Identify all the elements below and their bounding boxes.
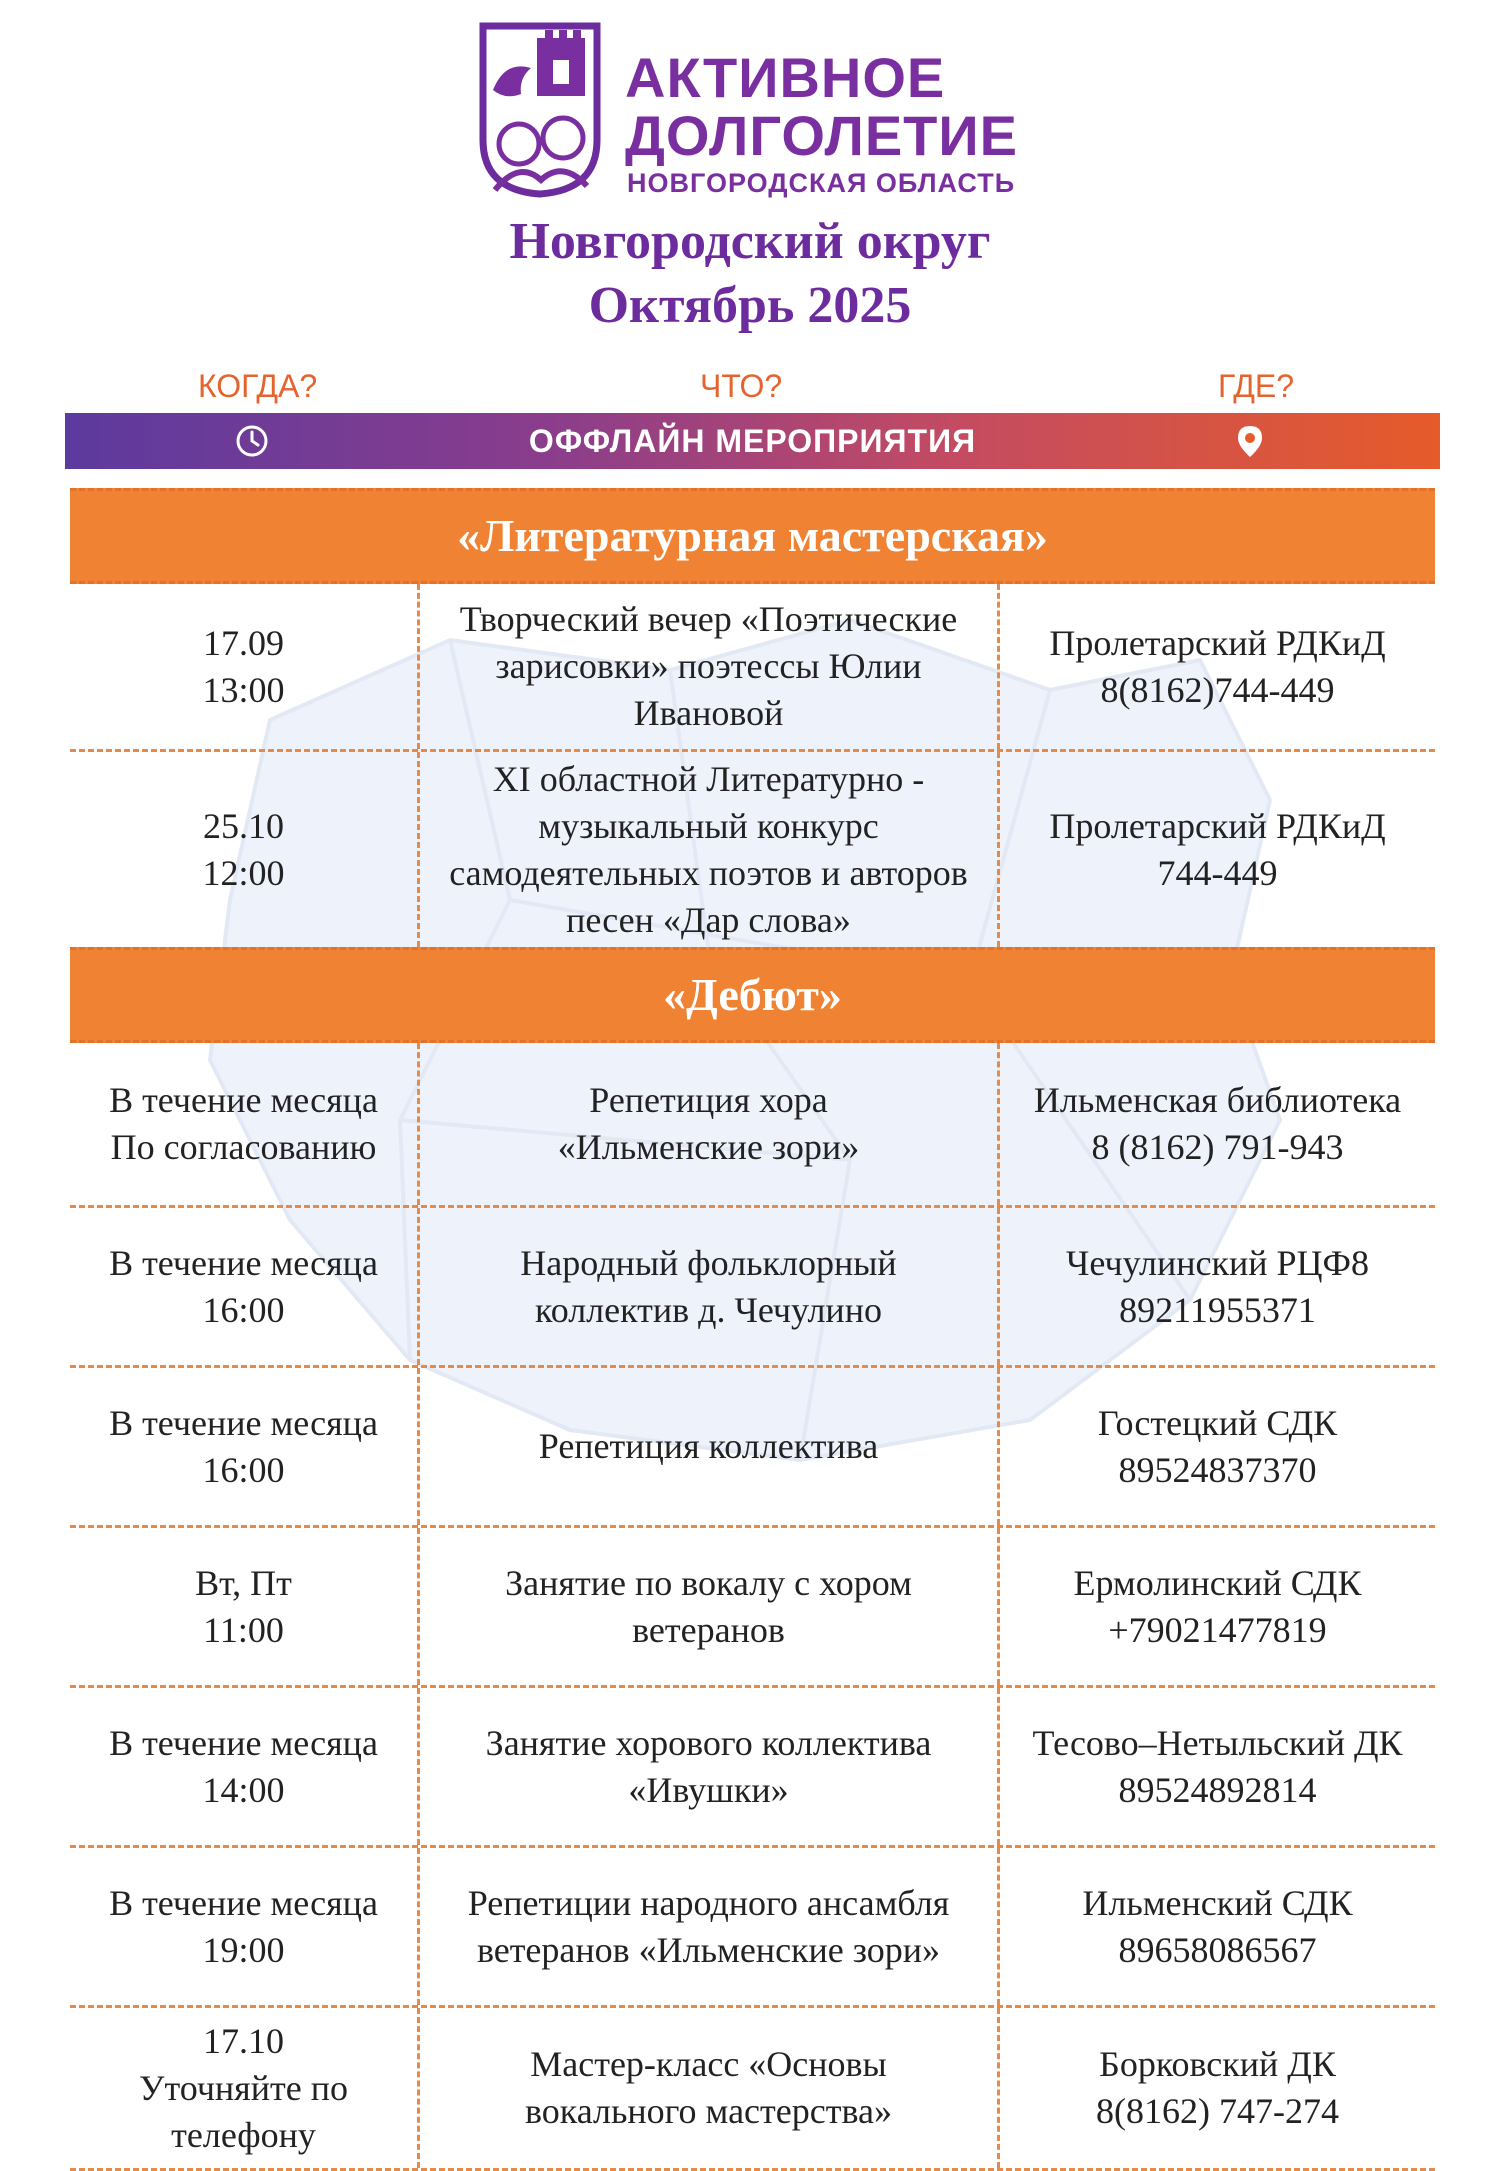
cell-what: Народный фольклорный коллектив д. Чечулино [420, 1208, 1000, 1365]
cell-where: Тесово–Нетыльский ДК 89524892814 [1032, 1722, 1403, 1810]
cell-when: В течение месяца По согласованию [70, 1043, 420, 1205]
offline-events-band [65, 413, 1440, 469]
cell-where: Ермолинский СДК +79021477819 [1073, 1562, 1362, 1650]
page-title-district: Новгородский округ [509, 213, 991, 270]
cell-when: 25.10 12:00 [70, 752, 420, 947]
cell-where: Чечулинский РЦФ8 89211955371 [1066, 1242, 1369, 1330]
cell-where: Ильменский СДК 89658086567 [1082, 1882, 1353, 1970]
cell-when: 17.10 Уточняйте по телефону [70, 2008, 420, 2168]
cell-where: Ильменская библиотека 8 (8162) 791-943 [1033, 1080, 1402, 1167]
table-row [70, 1528, 1435, 1688]
table-row [70, 584, 1435, 752]
table-row [70, 752, 1435, 947]
table-row [70, 1043, 1435, 1208]
column-header-what: ЧТО? [700, 368, 783, 404]
cell-when: Вт, Пт 11:00 [70, 1528, 420, 1685]
cell-where: Пролетарский РДКиД 744-449 [1049, 805, 1386, 893]
table-row [70, 1368, 1435, 1528]
logo-title-line2: ДОЛГОЛЕТИЕ [625, 104, 1018, 167]
cell-when: 17.09 13:00 [70, 584, 420, 749]
cell-what: Занятие хорового коллектива «Ивушки» [420, 1688, 1000, 1845]
column-header-when: КОГДА? [198, 368, 318, 404]
logo-subtitle: НОВГОРОДСКАЯ ОБЛАСТЬ [627, 168, 1016, 198]
cell-where: Борковский ДК 8(8162) 747-274 [1096, 2044, 1339, 2131]
cell-when: В течение месяца 16:00 [70, 1208, 420, 1365]
table-row [70, 2008, 1435, 2171]
cell-where: Гостецкий СДК 89524837370 [1097, 1402, 1338, 1490]
cell-when: В течение месяца 14:00 [70, 1688, 420, 1845]
cell-when: В течение месяца 19:00 [70, 1848, 420, 2005]
active-longevity-emblem-icon [475, 20, 605, 198]
cell-when: В течение месяца 16:00 [70, 1368, 420, 1525]
table-row [70, 1848, 1435, 2008]
section-header: «Литературная мастерская» [70, 488, 1435, 584]
page-title-month: Октябрь 2025 [588, 277, 912, 334]
logo [475, 20, 1035, 200]
cell-what: XI областной Литературно - музыкальный конкурс самодеятельных поэтов и авторов песен «Дар слова» [420, 752, 1000, 947]
location-pin-icon [1233, 424, 1267, 458]
cell-what: Творческий вечер «Поэтические зарисовки» поэтессы Юлии Ивановой [420, 584, 1000, 749]
column-header-where: ГДЕ? [1218, 368, 1294, 404]
logo-title-line1: АКТИВНОЕ [625, 46, 946, 109]
cell-where: Пролетарский РДКиД 8(8162)744-449 [1049, 622, 1386, 710]
table-row [70, 1208, 1435, 1368]
cell-what: Репетиции народного ансамбля ветеранов «Ильменские зори» [420, 1848, 1000, 2005]
cell-what: Репетиция коллектива [420, 1368, 1000, 1525]
band-title: ОФФЛАЙН МЕРОПРИЯТИЯ [528, 423, 977, 459]
section-header: «Дебют» [70, 947, 1435, 1043]
cell-what: Репетиция хора «Ильменские зори» [420, 1043, 1000, 1205]
cell-what: Мастер-класс «Основы вокального мастерства» [420, 2008, 1000, 2168]
cell-what: Занятие по вокалу с хором ветеранов [420, 1528, 1000, 1685]
events-table [70, 488, 1435, 2171]
table-row [70, 1688, 1435, 1848]
